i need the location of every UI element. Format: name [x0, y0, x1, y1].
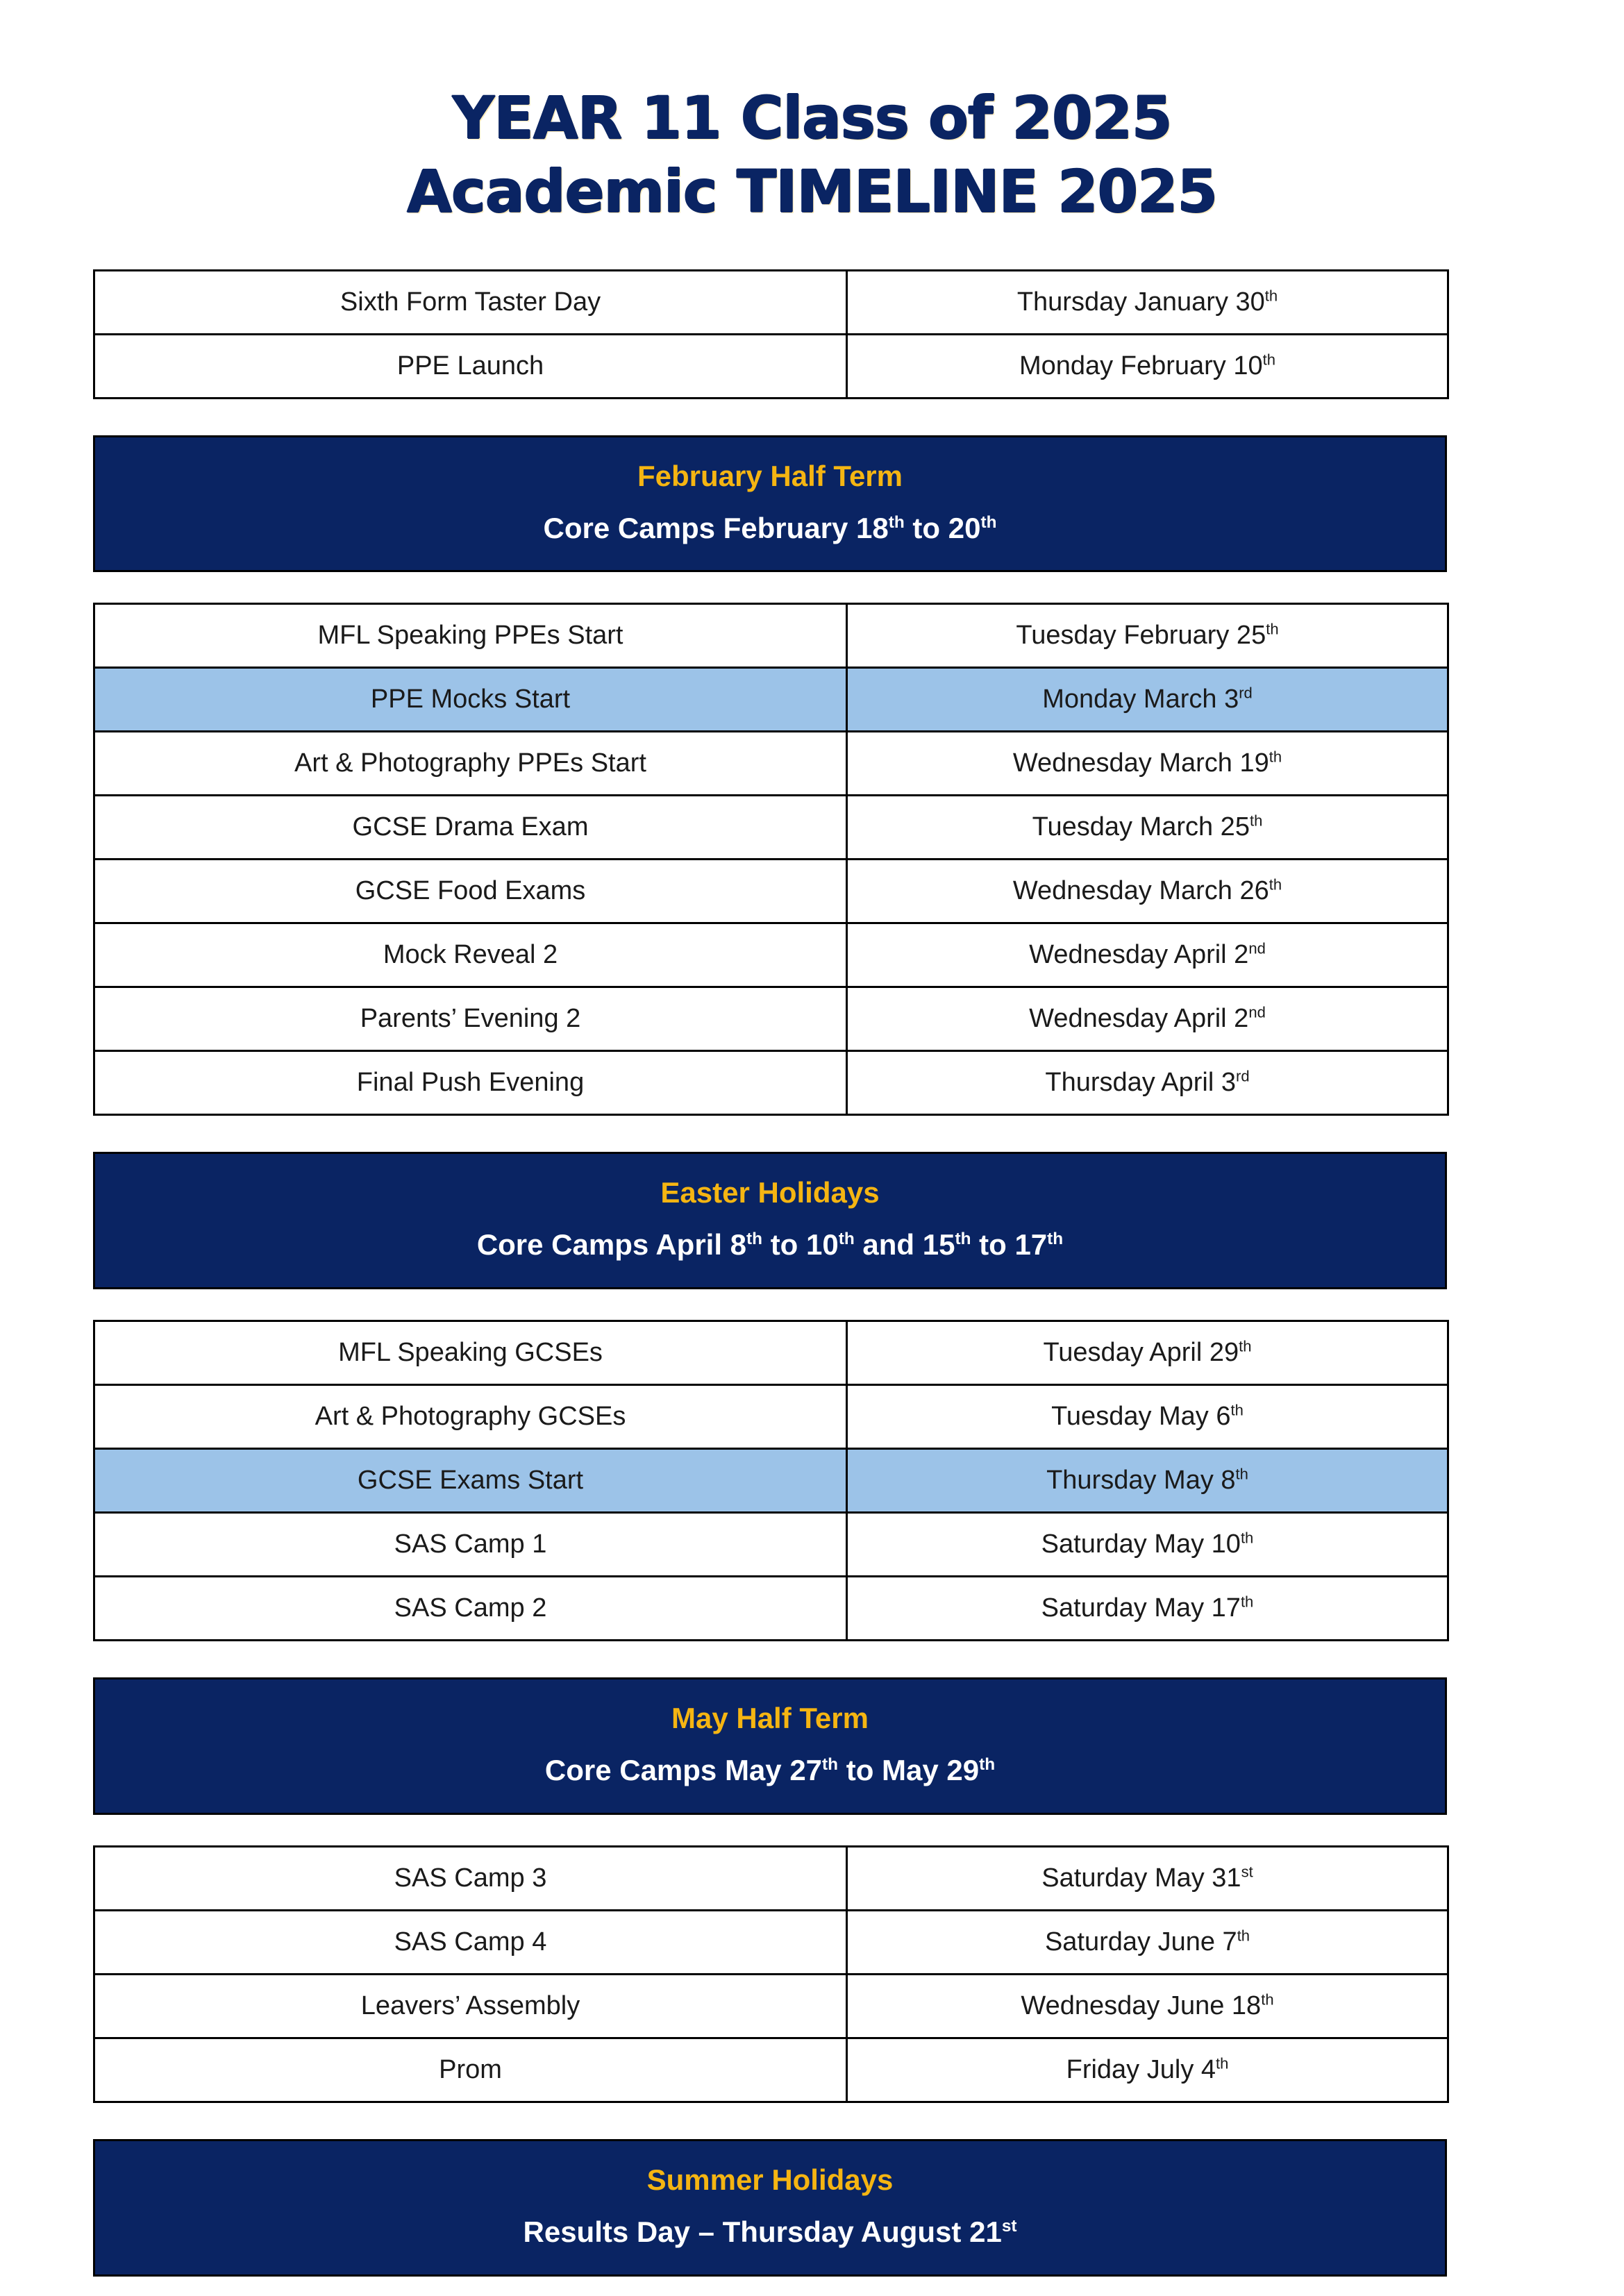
event-cell: MFL Speaking PPEs Start: [94, 604, 847, 668]
table-row: [94, 1051, 1448, 1115]
banner-ordinal-suffix: th: [955, 1230, 971, 1249]
date-cell: [847, 1911, 1448, 1975]
date-cell: [847, 604, 1448, 668]
date-ordinal-suffix: th: [1266, 620, 1279, 638]
table-row: [94, 732, 1448, 796]
section-spacer: [93, 1289, 1447, 1320]
title-spacer: [0, 229, 1624, 269]
date-text: Thursday May 8: [1046, 1466, 1236, 1495]
section-spacer: [93, 399, 1447, 435]
date-text: Saturday May 10: [1041, 1530, 1241, 1559]
banner-subtitle-part: Core Camps May 27: [544, 1754, 823, 1787]
banner-ordinal-suffix: th: [838, 1230, 855, 1249]
date-ordinal-suffix: nd: [1248, 1003, 1266, 1021]
event-cell: Leavers’ Assembly: [94, 1975, 847, 2038]
date-text: Wednesday April 2: [1029, 1004, 1249, 1034]
date-text: Wednesday June 18: [1021, 1991, 1262, 2020]
date-ordinal-suffix: nd: [1248, 939, 1266, 957]
date-cell: [847, 1449, 1448, 1513]
date-text: Thursday April 3: [1045, 1068, 1236, 1098]
table-spring-2: [93, 603, 1449, 1116]
table-row: [94, 1577, 1448, 1641]
banner-title: Easter Holidays: [660, 1176, 880, 1209]
banner-subtitle: [95, 2211, 1445, 2254]
date-cell: [847, 2038, 1448, 2102]
banner-february-half-term: [93, 435, 1447, 573]
event-cell: GCSE Exams Start: [94, 1449, 847, 1513]
table-row: [94, 1321, 1448, 1385]
date-ordinal-suffix: th: [1240, 1529, 1254, 1547]
banner-subtitle-part: to 20: [904, 511, 981, 544]
event-cell: Sixth Form Taster Day: [94, 270, 847, 334]
date-cell: [847, 732, 1448, 796]
date-cell: [847, 860, 1448, 923]
date-cell: [847, 1975, 1448, 2038]
banner-subtitle-part: Results Day – Thursday August 21: [523, 2215, 1002, 2248]
banner-easter-holidays: [93, 1152, 1447, 1289]
date-text: Saturday June 7: [1044, 1927, 1237, 1956]
date-ordinal-suffix: th: [1261, 1991, 1274, 2009]
table-row: [94, 987, 1448, 1051]
date-text: Saturday May 17: [1041, 1593, 1241, 1623]
table-row: [94, 334, 1448, 398]
table-row: [94, 1975, 1448, 2038]
section-spacer: [93, 1116, 1447, 1152]
banner-ordinal-suffix: th: [822, 1755, 839, 1775]
banner-subtitle-part: and 15: [854, 1228, 955, 1262]
date-ordinal-suffix: rd: [1235, 1067, 1250, 1085]
banner-subtitle-part: to 17: [971, 1228, 1048, 1262]
page-title: [0, 0, 1624, 229]
date-cell: [847, 334, 1448, 398]
banner-subtitle-part: Core Camps April 8: [476, 1228, 747, 1262]
banner-subtitle-part: to 10: [762, 1228, 839, 1262]
date-ordinal-suffix: th: [1264, 287, 1278, 304]
table-row: [94, 668, 1448, 732]
date-text: Friday July 4: [1066, 2055, 1216, 2084]
date-ordinal-suffix: th: [1269, 748, 1282, 766]
date-text: Wednesday April 2: [1029, 940, 1249, 970]
event-cell: Art & Photography PPEs Start: [94, 732, 847, 796]
date-text: Tuesday March 25: [1032, 812, 1250, 842]
date-text: Wednesday March 26: [1012, 876, 1269, 906]
banner-title: May Half Term: [671, 1702, 869, 1735]
date-ordinal-suffix: th: [1235, 1465, 1248, 1483]
event-cell: SAS Camp 1: [94, 1513, 847, 1577]
date-ordinal-suffix: th: [1230, 1401, 1244, 1419]
date-text: Thursday January 30: [1016, 287, 1265, 317]
date-ordinal-suffix: th: [1249, 812, 1263, 830]
date-cell: [847, 987, 1448, 1051]
page-title-line-1: YEAR 11 Class of 2025: [452, 84, 1172, 152]
event-cell: Art & Photography GCSEs: [94, 1385, 847, 1449]
section-spacer: [93, 1815, 1447, 1845]
timeline-sections: [93, 269, 1447, 2277]
event-cell: Mock Reveal 2: [94, 923, 847, 987]
date-cell: [847, 1513, 1448, 1577]
banner-subtitle: [95, 508, 1445, 550]
banner-subtitle: [95, 1224, 1445, 1266]
table-row: [94, 1385, 1448, 1449]
date-cell: [847, 1321, 1448, 1385]
section-spacer: [93, 2103, 1447, 2139]
table-row: [94, 1513, 1448, 1577]
date-text: Saturday May 31: [1041, 1863, 1241, 1893]
date-ordinal-suffix: th: [1262, 351, 1275, 368]
banner-ordinal-suffix: th: [980, 512, 997, 532]
banner-ordinal-suffix: th: [1047, 1230, 1064, 1249]
event-cell: GCSE Food Exams: [94, 860, 847, 923]
date-text: Monday March 3: [1042, 685, 1239, 714]
date-ordinal-suffix: th: [1239, 1337, 1252, 1355]
date-ordinal-suffix: st: [1241, 1863, 1253, 1881]
table-row: [94, 1847, 1448, 1911]
event-cell: PPE Mocks Start: [94, 668, 847, 732]
section-spacer: [93, 572, 1447, 603]
date-cell: [847, 270, 1448, 334]
date-text: Tuesday April 29: [1043, 1338, 1239, 1368]
banner-ordinal-suffix: th: [979, 1755, 996, 1775]
event-cell: Final Push Evening: [94, 1051, 847, 1115]
date-ordinal-suffix: th: [1216, 2054, 1229, 2072]
date-text: Tuesday May 6: [1051, 1402, 1231, 1432]
banner-title: February Half Term: [637, 459, 903, 492]
date-ordinal-suffix: th: [1269, 875, 1282, 894]
date-cell: [847, 923, 1448, 987]
page-title-line-2: Academic TIMELINE 2025: [407, 157, 1217, 226]
banner-ordinal-suffix: st: [1001, 2216, 1017, 2236]
date-text: Wednesday March 19: [1012, 748, 1269, 778]
banner-ordinal-suffix: th: [746, 1230, 763, 1249]
event-cell: Prom: [94, 2038, 847, 2102]
table-summer-2: [93, 1845, 1449, 2103]
date-cell: [847, 1577, 1448, 1641]
banner-subtitle: [95, 1750, 1445, 1792]
section-spacer: [93, 1641, 1447, 1677]
date-cell: [847, 796, 1448, 860]
event-cell: PPE Launch: [94, 334, 847, 398]
banner-title: Summer Holidays: [646, 2163, 894, 2196]
table-spring-1: [93, 269, 1449, 399]
event-cell: Parents’ Evening 2: [94, 987, 847, 1051]
event-cell: GCSE Drama Exam: [94, 796, 847, 860]
date-text: Tuesday February 25: [1016, 621, 1266, 651]
table-row: [94, 1449, 1448, 1513]
date-ordinal-suffix: rd: [1239, 684, 1253, 702]
event-cell: SAS Camp 3: [94, 1847, 847, 1911]
date-cell: [847, 668, 1448, 732]
date-text: Monday February 10: [1019, 351, 1263, 380]
banner-subtitle-part: Core Camps February 18: [543, 511, 889, 544]
table-row: [94, 2038, 1448, 2102]
table-row: [94, 604, 1448, 668]
table-row: [94, 1911, 1448, 1975]
table-row: [94, 923, 1448, 987]
event-cell: SAS Camp 4: [94, 1911, 847, 1975]
banner-ordinal-suffix: th: [888, 512, 905, 532]
date-cell: [847, 1051, 1448, 1115]
banner-subtitle-part: to May 29: [838, 1754, 980, 1787]
date-ordinal-suffix: th: [1240, 1593, 1254, 1611]
table-summer-1: [93, 1320, 1449, 1641]
table-row: [94, 796, 1448, 860]
banner-may-half-term: [93, 1677, 1447, 1815]
table-row: [94, 860, 1448, 923]
date-ordinal-suffix: th: [1237, 1927, 1250, 1945]
event-cell: MFL Speaking GCSEs: [94, 1321, 847, 1385]
event-cell: SAS Camp 2: [94, 1577, 847, 1641]
banner-summer-holidays: [93, 2139, 1447, 2277]
date-cell: [847, 1847, 1448, 1911]
date-cell: [847, 1385, 1448, 1449]
table-row: [94, 270, 1448, 334]
